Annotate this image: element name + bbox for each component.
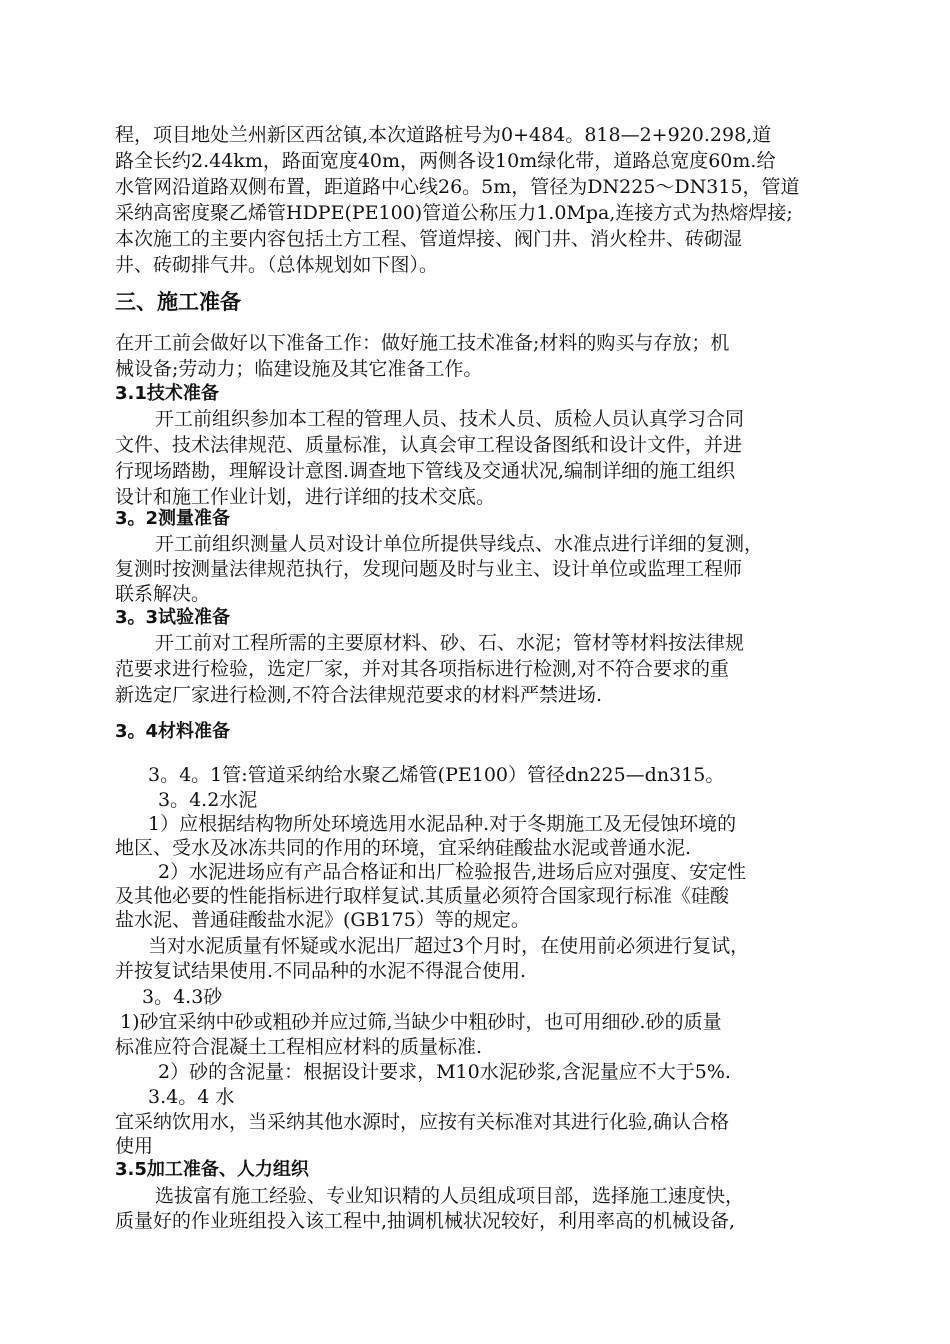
project-paragraph-line-2: 路全长约2.44km，路面宽度40m，两侧各设10m绿化带，道路总宽度60m.给: [115, 150, 776, 172]
cement-subheading: 3。4.2水泥: [158, 789, 258, 811]
project-paragraph-line-6: 井、砖砌排气井。（总体规划如下图）。: [115, 254, 439, 276]
tech-prep-line-1: 开工前组织参加本工程的管理人员、技术人员、质检人员认真学习合同: [155, 408, 745, 430]
cement-item-1-line-1: 1）应根据结构物所处环境选用水泥品种.对于冬期施工及无侵蚀环境的: [148, 813, 737, 835]
survey-prep-line-3: 联系解决。: [115, 583, 211, 605]
sand-item-1-line-1: 1)砂宜采纳中砂或粗砂并应过筛,当缺少中粗砂时，也可用细砂.砂的质量: [120, 1011, 722, 1033]
intro-line-1: 在开工前会做好以下准备工作：做好施工技术准备;材料的购买与存放；机: [115, 332, 730, 354]
tech-prep-line-3: 行现场踏勘，理解设计意图.调查地下管线及交通状况,编制详细的施工组织: [115, 460, 736, 482]
test-prep-line-3: 新选定厂家进行检测,不符合法律规范要求的材料严禁进场.: [115, 684, 603, 706]
heading-3-5: 3.5加工准备、人力组织: [115, 1159, 309, 1180]
tech-prep-line-2: 文件、技术法律规范、质量标准，认真会审工程设备图纸和设计文件，并进: [115, 434, 743, 456]
test-prep-line-2: 范要求进行检验，选定厂家，并对其各项指标进行检测,对不符合要求的重: [115, 658, 730, 680]
project-paragraph-line-1: 程，项目地处兰州新区西岔镇,本次道路桩号为0+484。818—2+920.298,道: [115, 124, 772, 146]
project-paragraph-line-4: 采纳高密度聚乙烯管HDPE(PE100)管道公称压力1.0Mpa,连接方式为热熔焊接;: [115, 202, 793, 224]
heading-3-3: 3。3试验准备: [115, 607, 231, 628]
cement-item-2-line-3: 盐水泥、普通硅酸盐水泥》(GB175）等的规定。: [115, 909, 530, 931]
project-paragraph-line-3: 水管网沿道路双侧布置，距道路中心线26。5m，管径为DN225～DN315，管道: [115, 176, 800, 198]
heading-3-2: 3。2测量准备: [115, 508, 231, 529]
intro-line-2: 械设备;劳动力；临建设施及其它准备工作。: [115, 358, 483, 380]
staffing-line-1: 选拔富有施工经验、专业知识精的人员组成项目部，选择施工速度快，: [155, 1185, 745, 1207]
water-line-2: 使用: [115, 1135, 154, 1157]
project-paragraph-line-5: 本次施工的主要内容包括土方工程、管道焊接、阀门井、消火栓井、砖砌湿: [115, 228, 743, 250]
sand-item-1-line-2: 标准应符合混凝土工程相应材料的质量标准.: [115, 1036, 483, 1058]
staffing-line-2: 质量好的作业班组投入该工程中,抽调机械状况较好，利用率高的机械设备,: [115, 1210, 736, 1232]
water-subheading: 3.4。4 水: [148, 1086, 235, 1108]
heading-3-4: 3。4材料准备: [115, 721, 231, 742]
heading-3-1: 3.1技术准备: [115, 383, 219, 404]
sand-item-2: 2）砂的含泥量：根据设计要求，M10水泥砂浆,含泥量应不大于5%.: [158, 1061, 731, 1083]
cement-item-2-line-2: 及其他必要的性能指标进行取样复试.其质量必须符合国家现行标准《硅酸: [115, 885, 730, 907]
cement-item-2-line-1: 2）水泥进场应有产品合格证和出厂检验报告,进场后应对强度、安定性: [158, 861, 747, 883]
survey-prep-line-1: 开工前组织测量人员对设计单位所提供导线点、水准点进行详细的复测，: [155, 533, 764, 555]
cement-note-line-2: 并按复试结果使用.不同品种的水泥不得混合使用.: [115, 960, 527, 982]
tech-prep-line-4: 设计和施工作业计划，进行详细的技术交底。: [115, 486, 496, 508]
test-prep-line-1: 开工前对工程所需的主要原材料、砂、石、水泥；管材等材料按法律规: [155, 632, 745, 654]
sand-subheading: 3。4.3砂: [142, 986, 223, 1008]
water-line-1: 宜采纳饮用水，当采纳其他水源时，应按有关标准对其进行化验,确认合格: [115, 1111, 730, 1133]
survey-prep-line-2: 复测时按测量法律规范执行，发现问题及时与业主、设计单位或监理工程师: [115, 558, 743, 580]
section-heading-3: 三、施工准备: [115, 290, 241, 314]
cement-item-1-line-2: 地区、受水及冰冻共同的作用的环境，宜采纳硅酸盐水泥或普通水泥.: [115, 837, 692, 859]
pipe-line: 3。4。1管:管道采纳给水聚乙烯管(PE100）管径dn225—dn315。: [148, 764, 725, 786]
cement-note-line-1: 当对水泥质量有怀疑或水泥出厂超过3个月时，在使用前必须进行复试，: [148, 935, 750, 957]
